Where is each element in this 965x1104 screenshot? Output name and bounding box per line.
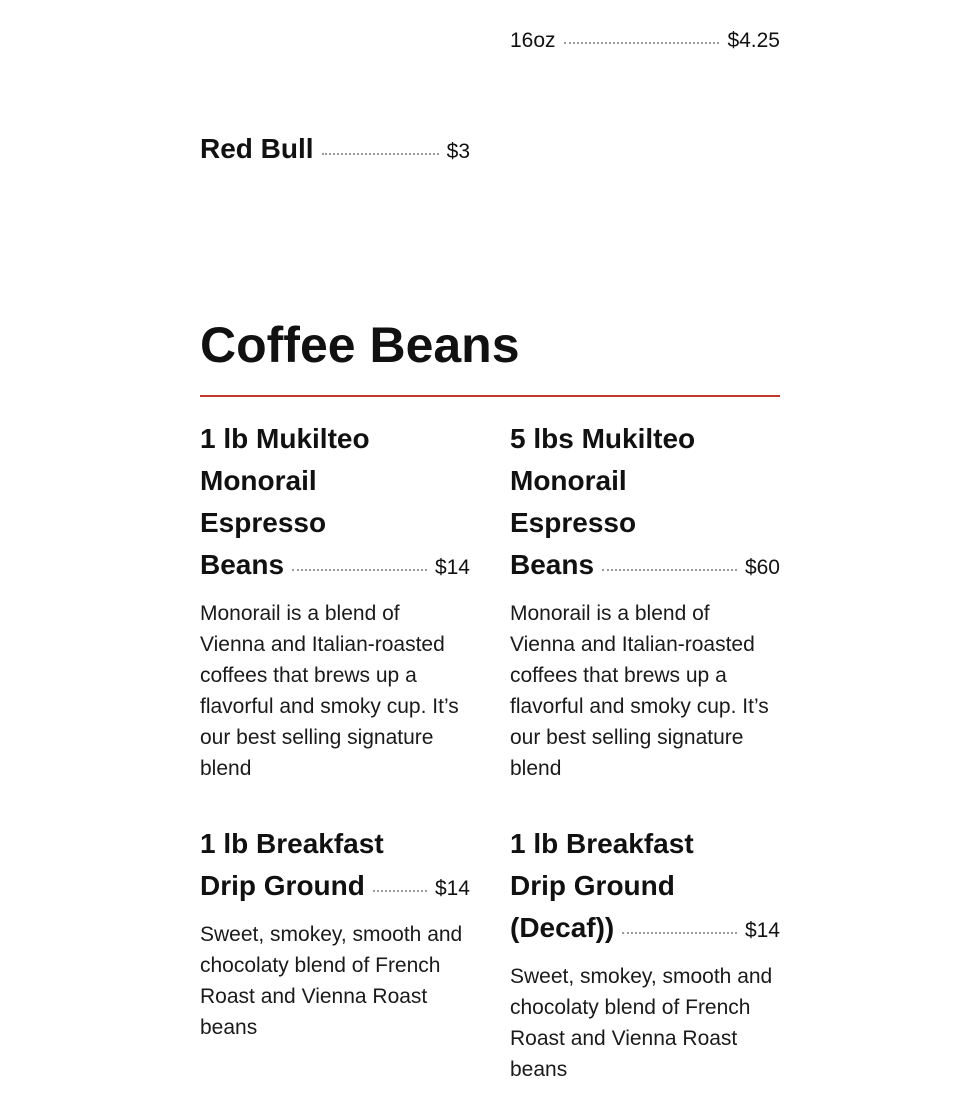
item-name-line: 1 lb Breakfast (510, 828, 694, 859)
size-label (510, 0, 556, 2)
item-name-line: Monorail (200, 465, 317, 496)
dot-leader (373, 890, 427, 892)
size-row-16oz (510, 29, 780, 53)
item-name-price-line (200, 544, 470, 586)
item-price: $14 (744, 919, 780, 942)
item-name-line: 1 lb Breakfast (200, 828, 384, 859)
dot-leader (322, 153, 439, 155)
item-name-line: Monorail (510, 465, 627, 496)
item-name-line: 1 lb Mukilteo (200, 423, 370, 454)
item-name-price-line (200, 865, 470, 907)
menu-item-red-bull (200, 128, 470, 170)
menu-item (200, 418, 470, 784)
dot-leader (292, 569, 427, 571)
item-name: Red Bull (200, 133, 314, 164)
item-name-line: Drip Ground (510, 870, 675, 901)
size-label: 16oz (510, 29, 556, 52)
item-price: $14 (434, 556, 470, 579)
item-description: Monorail is a blend of Vienna and Italian-roasted coffees that brews up a flavorful and smoky cup. It’s our best selling signature blend (200, 602, 459, 780)
item-name-line: Drip Ground (200, 870, 365, 901)
item-name-line: Beans (510, 549, 595, 580)
dot-leader (622, 932, 737, 934)
item-name-line: Beans (200, 549, 285, 580)
item-description: Sweet, smokey, smooth and chocolaty blend of French Roast and Vienna Roast beans (200, 923, 463, 1039)
item-name-line: Espresso (200, 507, 327, 538)
item-price: $3 (446, 140, 470, 163)
section-title: Coffee Beans (200, 317, 520, 373)
dot-leader (564, 42, 720, 44)
item-name-line: Espresso (510, 507, 637, 538)
section-divider (200, 395, 780, 397)
item-name-line: 5 lbs Mukilteo (510, 423, 696, 454)
item-price: $60 (744, 556, 780, 579)
size-row-12oz (510, 0, 780, 2)
menu-item (200, 823, 470, 1043)
item-name-line: (Decaf)) (510, 912, 615, 943)
item-price: $14 (434, 877, 470, 900)
item-description: Monorail is a blend of Vienna and Italian-roasted coffees that brews up a flavorful and smoky cup. It’s our best selling signature blend (510, 602, 769, 780)
item-description: Sweet, smokey, smooth and chocolaty blend of French Roast and Vienna Roast beans (510, 965, 773, 1081)
menu-item (510, 418, 780, 784)
item-name-price-line (510, 907, 780, 949)
size-price (727, 0, 780, 2)
size-price: $4.25 (727, 29, 780, 52)
dot-leader (602, 569, 737, 571)
menu-item (510, 823, 780, 1085)
item-name-price-line (510, 544, 780, 586)
